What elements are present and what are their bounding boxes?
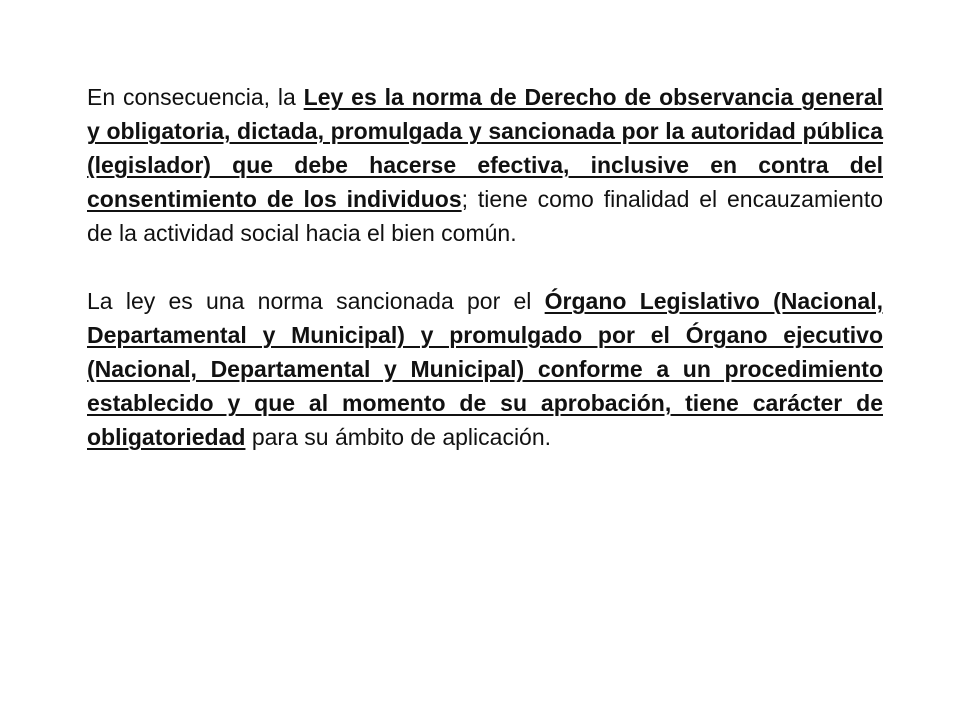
slide-body <box>87 80 883 454</box>
paragraph-1-closing-text: ; tiene como finalidad el encauzamiento de la actividad social hacia el bien común. <box>87 186 883 246</box>
paragraph-2-intro-text: La ley es una norma sancionada por el <box>87 288 545 314</box>
paragraph-2-emphasized-organs: Órgano Legislativo (Nacional, Departamental y Municipal) y promulgado por el Órgano ejecutivo (Nacional, Departamental y Municipal) conforme a un procedimiento establecido y que al momento de su aprobación, tiene carácter de obligatoriedad <box>87 288 883 450</box>
paragraph-1-emphasized-definition: Ley es la norma de Derecho de observancia general y obligatoria, dictada, promulgada y sancionada por la autoridad pública (legislador) que debe hacerse efectiva, inclusive en contra del consentimiento de los individuos <box>87 84 883 212</box>
paragraph-ley-sancion <box>87 284 883 454</box>
paragraph-2-closing-text: para su ámbito de aplicación. <box>245 424 552 450</box>
paragraph-1-intro-text: En consecuencia, la <box>87 84 304 110</box>
paragraph-ley-definicion <box>87 80 883 250</box>
